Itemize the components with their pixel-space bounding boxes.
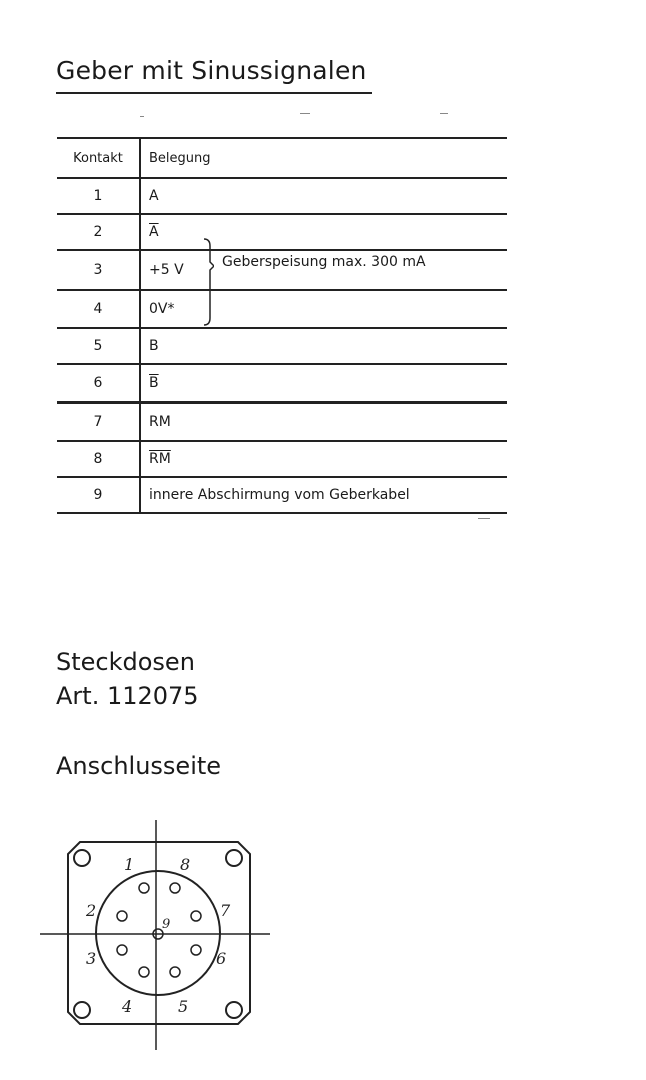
pin-label: 9 (162, 917, 171, 932)
table-row (57, 213, 507, 249)
connector-diagram (30, 800, 280, 1060)
table-row (57, 363, 507, 401)
row-belegung: A (149, 188, 159, 204)
scan-speck (478, 518, 490, 519)
header-kontakt: Kontakt (57, 139, 141, 177)
row-belegung: $\overline{B}$ (149, 375, 159, 391)
pin-label: 2 (86, 901, 97, 920)
scan-speck (300, 113, 310, 114)
socket-line-1: Steckdosen (56, 648, 195, 676)
pin-label: 4 (122, 997, 133, 1016)
pin-contact (191, 911, 201, 921)
row-belegung: +5 V (149, 262, 184, 278)
supply-note: Geberspeisung max. 300 mA (222, 254, 426, 270)
table-row (57, 440, 507, 476)
mounting-hole (226, 850, 242, 866)
row-kontakt: 7 (57, 404, 141, 440)
table-row (57, 401, 507, 440)
row-kontakt: 1 (57, 179, 141, 213)
pin-label: 3 (86, 949, 97, 968)
row-belegung: RM (149, 414, 171, 430)
row-kontakt: 8 (57, 442, 141, 476)
title-underline (56, 92, 372, 94)
mounting-hole (226, 1002, 242, 1018)
pin-label: 6 (216, 949, 227, 968)
pin-label: 7 (220, 901, 231, 920)
pin-label: 8 (180, 855, 191, 874)
socket-heading (56, 645, 199, 713)
side-label: Anschlusseite (56, 752, 222, 780)
pin-contact (139, 883, 149, 893)
row-kontakt: 4 (57, 291, 141, 327)
scan-speck (440, 113, 448, 114)
row-kontakt: 2 (57, 215, 141, 249)
pin-label: 1 (124, 855, 135, 874)
pin-contact (170, 883, 180, 893)
row-belegung: 0V* (149, 301, 175, 317)
table-row (57, 289, 507, 327)
pin-contact (191, 945, 201, 955)
pin-contact (170, 967, 180, 977)
row-belegung: $\overline{A}$ (149, 224, 159, 240)
mounting-hole (74, 850, 90, 866)
pin-table (57, 137, 507, 514)
mounting-hole (74, 1002, 90, 1018)
scan-speck (140, 116, 144, 117)
page-title: Geber mit Sinussignalen (56, 56, 367, 85)
row-kontakt: 9 (57, 478, 141, 512)
table-row (57, 177, 507, 213)
header-belegung: Belegung (149, 150, 211, 166)
row-belegung: B (149, 338, 159, 354)
row-kontakt: 5 (57, 329, 141, 363)
table-header-row (57, 137, 507, 177)
pin-label: 5 (178, 997, 189, 1016)
row-belegung: $\overline{RM}$ (149, 451, 171, 467)
table-row (57, 476, 507, 514)
insert-circle (96, 871, 220, 995)
table-row (57, 327, 507, 363)
pin-contact (117, 945, 127, 955)
pin-contact (139, 967, 149, 977)
row-belegung: innere Abschirmung vom Geberkabel (149, 487, 410, 503)
row-kontakt: 3 (57, 251, 141, 289)
row-kontakt: 6 (57, 365, 141, 401)
pin-contact (117, 911, 127, 921)
supply-brace (204, 238, 214, 326)
socket-article: Art. 112075 (56, 682, 199, 710)
